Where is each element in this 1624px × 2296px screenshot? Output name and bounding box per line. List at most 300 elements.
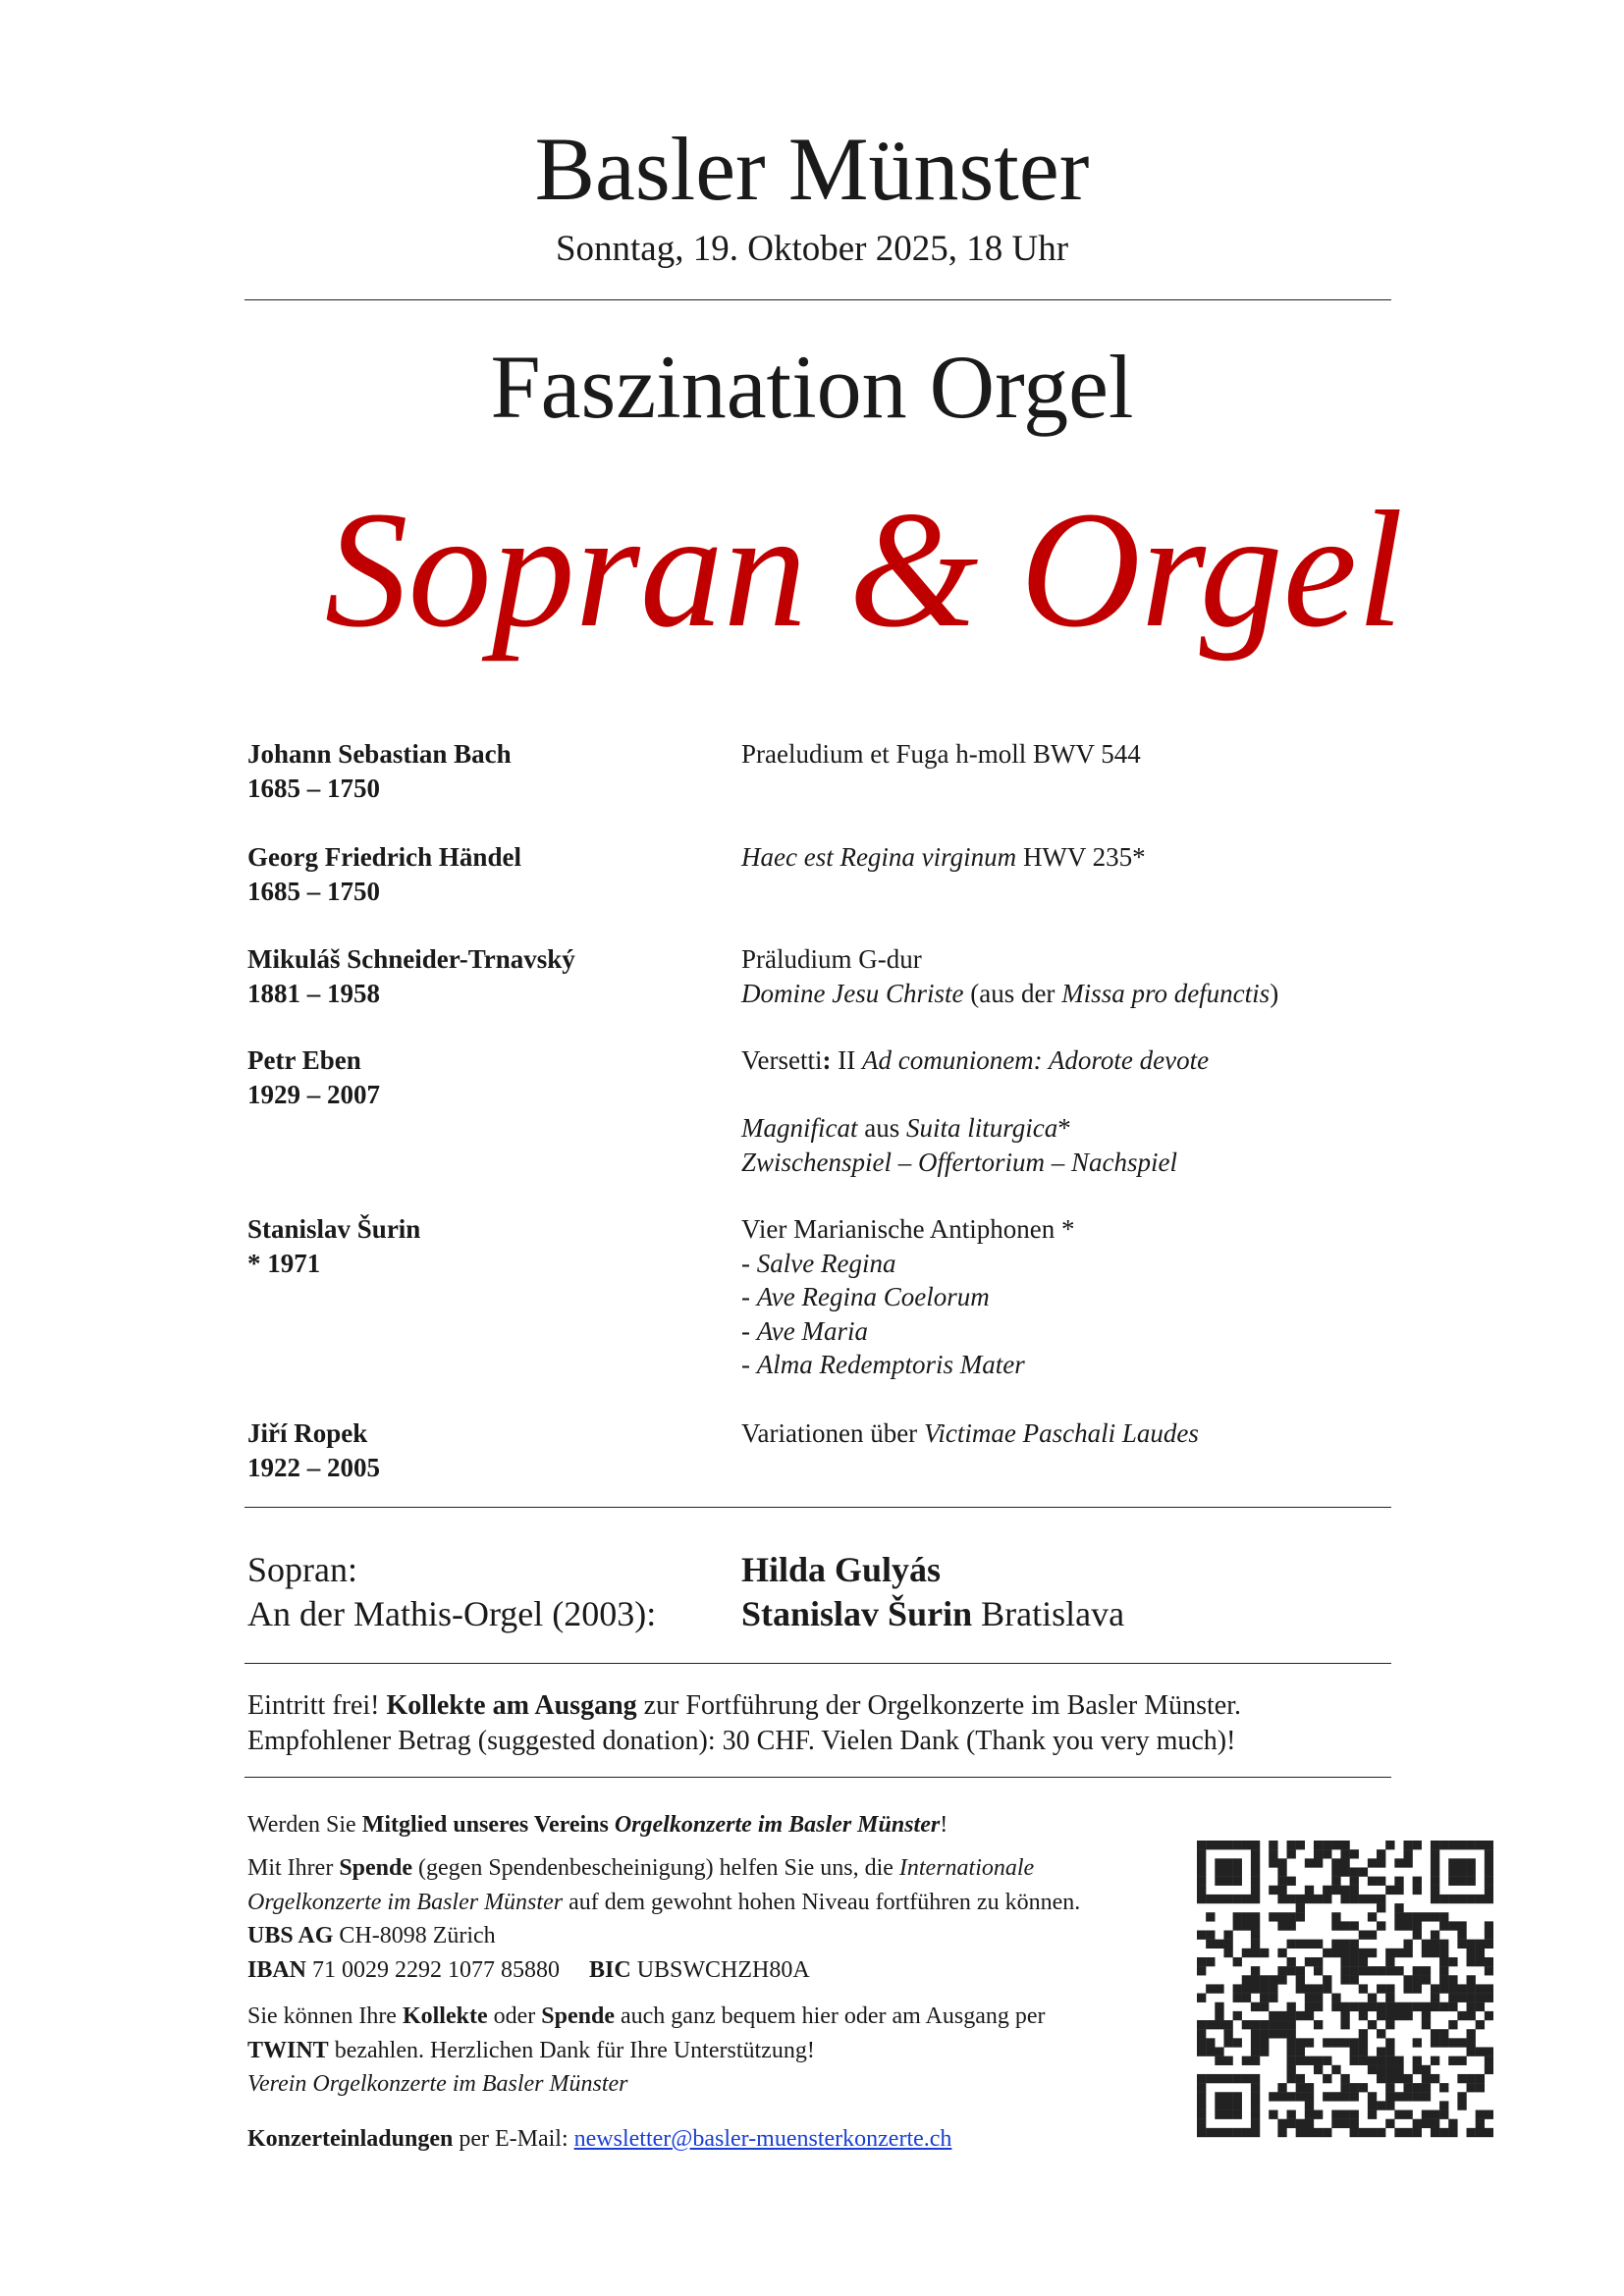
- qr-module: [1457, 2038, 1466, 2047]
- qr-module: [1323, 2128, 1331, 2137]
- qr-module: [1385, 2101, 1394, 2109]
- venue-title: Basler Münster: [534, 119, 1090, 219]
- qr-module: [1485, 1957, 1493, 1966]
- qr-module: [1368, 2128, 1377, 2137]
- qr-module: [1269, 2092, 1277, 2101]
- qr-module: [1359, 2002, 1368, 2011]
- qr-module: [1377, 2029, 1385, 2038]
- qr-module: [1385, 1984, 1394, 1993]
- qr-module: [1251, 2020, 1260, 2029]
- composer-years: 1685 – 1750: [247, 876, 380, 906]
- qr-module: [1242, 1895, 1251, 1903]
- qr-module: [1385, 2002, 1394, 2011]
- qr-module: [1368, 2002, 1377, 2011]
- qr-module: [1296, 2128, 1305, 2137]
- qr-module: [1350, 1940, 1359, 1949]
- text-line: [741, 942, 1429, 977]
- qr-module: [1277, 2011, 1286, 2020]
- qr-module: [1269, 2011, 1277, 2020]
- qr-module: [1476, 2074, 1485, 2083]
- text-segment: Hilda Gulyás: [741, 1550, 942, 1589]
- qr-module: [1403, 1841, 1412, 1849]
- qr-module: [1296, 1912, 1305, 1921]
- qr-module: [1242, 1921, 1251, 1930]
- qr-module: [1223, 1931, 1232, 1940]
- qr-module: [1422, 1966, 1431, 1975]
- membership-info: [247, 1810, 947, 1844]
- qr-module: [1448, 1895, 1457, 1903]
- qr-module: [1242, 2128, 1251, 2137]
- qr-module: [1439, 1841, 1448, 1849]
- qr-module: [1251, 2101, 1260, 2109]
- text-segment: Vier Marianische Antiphonen *: [741, 1214, 1075, 1244]
- qr-module: [1439, 1912, 1448, 1921]
- qr-module: [1340, 2119, 1349, 2128]
- qr-module: [1340, 2011, 1349, 2020]
- qr-module: [1242, 2056, 1251, 2065]
- text-segment: (gegen Spendenbescheinigung) helfen Sie uns, die: [412, 1855, 899, 1881]
- qr-module: [1260, 1984, 1269, 1993]
- qr-module: [1431, 1867, 1439, 1876]
- qr-module: [1413, 2056, 1422, 2065]
- qr-module: [1467, 1867, 1476, 1876]
- text-line: [247, 1955, 1080, 1990]
- qr-module: [1277, 1921, 1286, 1930]
- qr-module: [1467, 2083, 1476, 2092]
- qr-module: [1260, 1975, 1269, 1984]
- qr-module: [1385, 1957, 1394, 1966]
- text-segment: UBS AG: [247, 1923, 334, 1949]
- qr-module: [1197, 1841, 1206, 1849]
- text-segment: Praeludium et Fuga h-moll BWV 544: [741, 739, 1141, 769]
- qr-module: [1260, 1994, 1269, 2002]
- qr-module: [1476, 1957, 1485, 1966]
- text-segment: -: [741, 1350, 757, 1379]
- qr-module: [1269, 1994, 1277, 2002]
- qr-module: [1314, 1966, 1323, 1975]
- qr-module: [1368, 1931, 1377, 1940]
- qr-module: [1467, 1975, 1476, 1984]
- text-segment: bezahlen. Herzlichen Dank für Ihre Unterstützung!: [328, 2037, 815, 2063]
- qr-module: [1251, 2092, 1260, 2101]
- qr-module: [1448, 1841, 1457, 1849]
- qr-module: [1197, 1877, 1206, 1886]
- text-segment: Ave Maria: [756, 1315, 868, 1346]
- qr-module: [1403, 1912, 1412, 1921]
- qr-module: [1413, 2002, 1422, 2011]
- text-segment: TWINT: [247, 2037, 329, 2063]
- qr-module: [1242, 1984, 1251, 1993]
- qr-module: [1277, 1895, 1286, 1903]
- qr-module: [1223, 2110, 1232, 2119]
- qr-module: [1394, 1903, 1403, 1912]
- qr-module: [1431, 2119, 1439, 2128]
- composer-name: Mikuláš Schneider-Trnavský: [247, 944, 575, 974]
- qr-module: [1233, 1912, 1242, 1921]
- qr-module: [1413, 1975, 1422, 1984]
- qr-module: [1431, 1886, 1439, 1895]
- text-segment: Spende: [339, 1855, 413, 1881]
- qr-module: [1260, 2002, 1269, 2011]
- qr-module: [1269, 1849, 1277, 1858]
- qr-module: [1385, 1949, 1394, 1957]
- qr-module: [1431, 2128, 1439, 2137]
- qr-module: [1413, 2083, 1422, 2092]
- qr-module: [1269, 1841, 1277, 1849]
- text-segment: Werden Sie: [247, 1812, 362, 1838]
- qr-module: [1368, 2020, 1377, 2029]
- qr-module: [1296, 2056, 1305, 2065]
- text-segment: Orgelkonzerte im Basler Münster: [247, 1889, 564, 1915]
- qr-module: [1350, 2047, 1359, 2056]
- qr-module: [1287, 2074, 1296, 2083]
- qr-module: [1277, 1877, 1286, 1886]
- qr-module: [1215, 1877, 1223, 1886]
- qr-module: [1350, 1966, 1359, 1975]
- text-line: [741, 1416, 1429, 1451]
- qr-module: [1377, 2056, 1385, 2065]
- qr-module: [1242, 1994, 1251, 2002]
- composer-name: Jiří Ropek: [247, 1418, 368, 1448]
- qr-module: [1439, 2128, 1448, 2137]
- qr-module: [1467, 1858, 1476, 1867]
- qr-module: [1413, 1912, 1422, 1921]
- qr-module: [1394, 2128, 1403, 2137]
- qr-module: [1457, 1877, 1466, 1886]
- qr-module: [1215, 1895, 1223, 1903]
- text-segment: Suita liturgica: [905, 1113, 1058, 1143]
- qr-module: [1439, 1895, 1448, 1903]
- qr-module: [1305, 1886, 1314, 1895]
- qr-module: [1287, 1912, 1296, 1921]
- qr-module: [1277, 2119, 1286, 2128]
- qr-module: [1422, 2110, 1431, 2119]
- qr-module: [1323, 1984, 1331, 1993]
- qr-module: [1485, 2065, 1493, 2074]
- qr-module: [1331, 1921, 1340, 1930]
- qr-module: [1431, 2002, 1439, 2011]
- text-segment: Mit Ihrer: [247, 1855, 340, 1881]
- qr-module: [1215, 1867, 1223, 1876]
- text-line: [247, 1853, 1080, 1888]
- qr-module: [1251, 1858, 1260, 1867]
- qr-module: [1323, 2074, 1331, 2083]
- qr-module: [1394, 1949, 1403, 1957]
- qr-module: [1350, 2002, 1359, 2011]
- qr-module: [1305, 1957, 1314, 1966]
- text-line: [741, 1592, 1124, 1636]
- qr-module: [1439, 2083, 1448, 2092]
- qr-module: [1385, 2011, 1394, 2020]
- qr-module: [1296, 1903, 1305, 1912]
- qr-module: [1340, 1949, 1349, 1957]
- qr-module: [1439, 2029, 1448, 2038]
- qr-module: [1331, 2038, 1340, 2047]
- qr-module: [1340, 1940, 1349, 1949]
- qr-module: [1368, 1877, 1377, 1886]
- qr-module: [1331, 1949, 1340, 1957]
- text-line: [741, 1043, 1429, 1078]
- qr-module: [1206, 1940, 1215, 1949]
- qr-module: [1431, 1912, 1439, 1921]
- qr-module: [1403, 2074, 1412, 2083]
- qr-module: [1467, 2128, 1476, 2137]
- qr-module: [1269, 1975, 1277, 1984]
- qr-module: [1385, 2074, 1394, 2083]
- qr-module: [1223, 1877, 1232, 1886]
- qr-module: [1314, 1957, 1323, 1966]
- qr-module: [1340, 2002, 1349, 2011]
- qr-module: [1485, 1858, 1493, 1867]
- qr-module: [1385, 2092, 1394, 2101]
- qr-module: [1431, 1994, 1439, 2002]
- text-line: [741, 1111, 1429, 1146]
- qr-module: [1431, 1895, 1439, 1903]
- qr-module: [1377, 1984, 1385, 1993]
- qr-module: [1340, 2110, 1349, 2119]
- qr-module: [1287, 1957, 1296, 1966]
- qr-module: [1223, 1895, 1232, 1903]
- qr-module: [1197, 1957, 1206, 1966]
- qr-module: [1403, 2083, 1412, 2092]
- text-line: [247, 1688, 1241, 1724]
- qr-module: [1385, 2056, 1394, 2065]
- qr-module: [1403, 2002, 1412, 2011]
- text-segment: Eintritt frei!: [247, 1690, 387, 1721]
- qr-module: [1197, 2074, 1206, 2083]
- text-segment: Orgelkonzerte im Basler Münster: [614, 1812, 941, 1838]
- qr-module: [1350, 1921, 1359, 1930]
- qr-module: [1197, 1931, 1206, 1940]
- qr-module: [1305, 2101, 1314, 2109]
- qr-module: [1215, 2074, 1223, 2083]
- works: [741, 1416, 1429, 1451]
- qr-module: [1331, 1858, 1340, 1867]
- qr-module: [1287, 2056, 1296, 2065]
- qr-module: [1340, 1921, 1349, 1930]
- qr-module: [1403, 1940, 1412, 1949]
- qr-module: [1359, 1984, 1368, 1993]
- qr-module: [1215, 2002, 1223, 2011]
- qr-module: [1296, 2038, 1305, 2047]
- qr-module: [1305, 1858, 1314, 1867]
- qr-module: [1206, 1841, 1215, 1849]
- qr-module: [1485, 2047, 1493, 2056]
- text-segment: Domine Jesu Christe: [741, 978, 964, 1008]
- text-line: [247, 2002, 1046, 2036]
- composer-years: 1881 – 1958: [247, 978, 380, 1008]
- qr-module: [1314, 1940, 1323, 1949]
- admission-info: [247, 1688, 1241, 1759]
- qr-module: [1233, 1921, 1242, 1930]
- qr-module: [1359, 1931, 1368, 1940]
- qr-module: [1340, 1895, 1349, 1903]
- text-segment: Konzerteinladungen: [247, 2126, 454, 2152]
- qr-module: [1431, 1931, 1439, 1940]
- composer-years: 1922 – 2005: [247, 1452, 380, 1482]
- qr-module: [1233, 2011, 1242, 2020]
- qr-module: [1350, 2119, 1359, 2128]
- qr-module: [1296, 1975, 1305, 1984]
- qr-module: [1467, 2074, 1476, 2083]
- text-line: [741, 1280, 1429, 1314]
- qr-module: [1233, 2101, 1242, 2109]
- qr-module: [1223, 2029, 1232, 2038]
- qr-module: [1431, 1949, 1439, 1957]
- qr-module: [1331, 2002, 1340, 2011]
- qr-module: [1485, 1966, 1493, 1975]
- qr-module: [1422, 2020, 1431, 2029]
- qr-module: [1413, 2092, 1422, 2101]
- qr-module: [1233, 2110, 1242, 2119]
- qr-module: [1377, 1849, 1385, 1858]
- text-segment: Verein Orgelkonzerte im Basler Münster: [247, 2071, 628, 2097]
- qr-module: [1323, 1849, 1331, 1858]
- qr-module: [1467, 1940, 1476, 1949]
- qr-module: [1251, 1940, 1260, 1949]
- qr-module: [1485, 2056, 1493, 2065]
- text-segment: Variationen über: [741, 1418, 924, 1448]
- qr-module: [1485, 2110, 1493, 2119]
- qr-module: [1305, 2011, 1314, 2020]
- qr-module: [1323, 1886, 1331, 1895]
- qr-module: [1269, 1858, 1277, 1867]
- works: [741, 840, 1429, 875]
- qr-module: [1359, 1895, 1368, 1903]
- qr-module: [1431, 1858, 1439, 1867]
- qr-module: [1251, 2047, 1260, 2056]
- qr-module: [1350, 1877, 1359, 1886]
- email-link[interactable]: newsletter@basler-muensterkonzerte.ch: [573, 2126, 952, 2152]
- qr-module: [1314, 1849, 1323, 1858]
- qr-module: [1251, 1949, 1260, 1957]
- qr-module: [1457, 1940, 1466, 1949]
- text-line: [247, 2036, 1046, 2070]
- text-segment: aus: [857, 1113, 906, 1143]
- qr-module: [1448, 2128, 1457, 2137]
- text-segment: !: [940, 1812, 948, 1838]
- qr-module: [1251, 2074, 1260, 2083]
- qr-module: [1448, 2002, 1457, 2011]
- qr-module: [1485, 1940, 1493, 1949]
- qr-module: [1277, 1966, 1286, 1975]
- qr-module: [1269, 1984, 1277, 1993]
- qr-module: [1476, 1949, 1485, 1957]
- qr-module: [1233, 1895, 1242, 1903]
- text-line: [741, 1548, 941, 1592]
- qr-module: [1323, 1841, 1331, 1849]
- qr-module: [1350, 2056, 1359, 2065]
- qr-module: [1197, 2047, 1206, 2056]
- qr-module: [1323, 1895, 1331, 1903]
- qr-module: [1331, 1912, 1340, 1921]
- qr-module: [1305, 2038, 1314, 2047]
- qr-module: [1340, 1975, 1349, 1984]
- qr-code-icon[interactable]: [1197, 1840, 1493, 2138]
- qr-module: [1296, 2011, 1305, 2020]
- composer-name: Georg Friedrich Händel: [247, 842, 521, 872]
- qr-module: [1314, 1858, 1323, 1867]
- qr-module: [1485, 1841, 1493, 1849]
- qr-module: [1359, 1957, 1368, 1966]
- qr-module: [1277, 1886, 1286, 1895]
- qr-module: [1287, 1895, 1296, 1903]
- qr-module: [1413, 1886, 1422, 1895]
- twint-info: [247, 2002, 1046, 2104]
- qr-module: [1448, 2056, 1457, 2065]
- text-line: [741, 1078, 1429, 1112]
- qr-module: [1476, 1984, 1485, 1993]
- qr-module: [1233, 1858, 1242, 1867]
- qr-module: [1233, 1984, 1242, 1993]
- qr-module: [1287, 2020, 1296, 2029]
- composer: [247, 1043, 719, 1111]
- qr-module: [1476, 1895, 1485, 1903]
- qr-module: [1287, 2092, 1296, 2101]
- text-segment: CH-8098 Zürich: [333, 1923, 496, 1949]
- composer-years: * 1971: [247, 1248, 321, 1278]
- qr-module: [1394, 2065, 1403, 2074]
- qr-module: [1331, 2092, 1340, 2101]
- qr-module: [1233, 1877, 1242, 1886]
- qr-module: [1287, 1877, 1296, 1886]
- qr-module: [1377, 1895, 1385, 1903]
- qr-module: [1368, 2092, 1377, 2101]
- qr-module: [1287, 1966, 1296, 1975]
- qr-module: [1215, 1841, 1223, 1849]
- qr-module: [1467, 1895, 1476, 1903]
- qr-module: [1287, 1940, 1296, 1949]
- qr-module: [1431, 1940, 1439, 1949]
- qr-module: [1476, 2110, 1485, 2119]
- qr-module: [1260, 2029, 1269, 2038]
- qr-module: [1197, 2092, 1206, 2101]
- qr-module: [1340, 1849, 1349, 1858]
- text-segment: Kollekte: [402, 2003, 488, 2029]
- qr-module: [1350, 1975, 1359, 1984]
- qr-module: [1323, 1975, 1331, 1984]
- qr-module: [1197, 2101, 1206, 2109]
- qr-module: [1403, 1984, 1412, 1993]
- qr-module: [1197, 2020, 1206, 2029]
- newsletter-info: [247, 2124, 951, 2159]
- qr-module: [1223, 2056, 1232, 2065]
- qr-module: [1251, 2038, 1260, 2047]
- qr-module: [1197, 1858, 1206, 1867]
- qr-module: [1467, 1957, 1476, 1966]
- qr-module: [1314, 1895, 1323, 1903]
- qr-module: [1223, 1940, 1232, 1949]
- text-segment: Präludium G-dur: [741, 944, 922, 974]
- qr-module: [1314, 2002, 1323, 2011]
- divider: [244, 299, 1391, 300]
- qr-module: [1385, 2065, 1394, 2074]
- qr-module: [1215, 2056, 1223, 2065]
- qr-module: [1439, 2002, 1448, 2011]
- qr-module: [1197, 1867, 1206, 1876]
- qr-module: [1242, 1841, 1251, 1849]
- qr-module: [1439, 2038, 1448, 2047]
- composer: [247, 1212, 719, 1280]
- qr-module: [1485, 1921, 1493, 1930]
- qr-module: [1197, 1895, 1206, 1903]
- qr-module: [1251, 2002, 1260, 2011]
- qr-module: [1233, 1841, 1242, 1849]
- qr-module: [1377, 1966, 1385, 1975]
- qr-module: [1314, 2128, 1323, 2137]
- text-segment: Empfohlener Betrag (suggested donation): 30 CHF. Vielen Dank (Thank you very much)!: [247, 1726, 1236, 1756]
- qr-module: [1394, 2056, 1403, 2065]
